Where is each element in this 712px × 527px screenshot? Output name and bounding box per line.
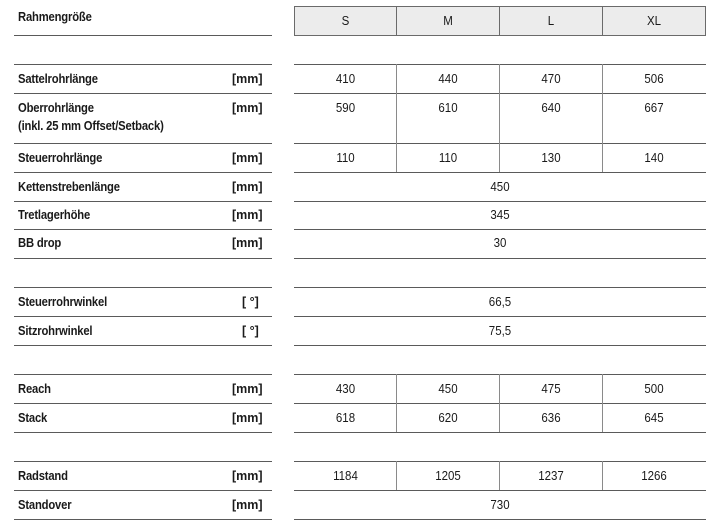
row-rule	[294, 432, 706, 433]
row-rule	[14, 316, 272, 317]
row-unit: [mm]	[232, 411, 263, 425]
cell-value: 130	[541, 151, 561, 165]
cell-value: 667	[644, 101, 664, 115]
row-rule	[294, 519, 706, 520]
row-rule	[294, 287, 706, 288]
size-label-l: L	[547, 14, 555, 28]
row-rule	[14, 93, 272, 94]
cell-value: 640	[541, 101, 561, 115]
row-rule	[14, 432, 272, 433]
row-sublabel-top-tube-offset: (inkl. 25 mm Offset/Setback)	[18, 119, 164, 133]
row-label-bb-drop: BB drop	[18, 236, 62, 250]
row-unit: [mm]	[232, 151, 263, 165]
cell-value: 500	[644, 382, 664, 396]
row-label-chainstay-length: Kettenstrebenlänge	[18, 180, 120, 194]
column-divider	[602, 143, 603, 172]
row-label-head-tube-length: Steuerrohrlänge	[18, 151, 103, 165]
row-rule	[294, 258, 706, 259]
row-label-seat-tube-length: Sattelrohrlänge	[18, 72, 98, 86]
row-rule	[294, 403, 706, 404]
cell-value: 620	[438, 411, 458, 425]
row-rule	[294, 201, 706, 202]
row-label-head-angle: Steuerrohrwinkel	[18, 295, 108, 309]
cell-value-shared: 66,5	[488, 295, 512, 309]
column-divider	[499, 143, 500, 172]
cell-value: 610	[438, 101, 458, 115]
column-divider	[396, 64, 397, 143]
size-label-m: M	[443, 14, 453, 28]
row-unit: [mm]	[232, 236, 263, 250]
row-label-bb-height: Tretlagerhöhe	[18, 208, 91, 222]
cell-value: 475	[541, 382, 561, 396]
cell-value: 440	[438, 72, 458, 86]
cell-value-shared: 730	[490, 498, 510, 512]
column-divider	[499, 64, 500, 143]
column-divider	[499, 374, 500, 432]
cell-value: 470	[541, 72, 561, 86]
row-rule	[294, 64, 706, 65]
cell-value: 450	[438, 382, 458, 396]
row-rule	[14, 461, 272, 462]
row-label-seat-angle: Sitzrohrwinkel	[18, 324, 93, 338]
row-rule	[14, 490, 272, 491]
cell-value: 1266	[641, 469, 667, 483]
cell-value: 110	[336, 151, 355, 165]
row-rule	[14, 374, 272, 375]
column-divider	[602, 461, 603, 490]
row-unit: [ °]	[242, 324, 259, 338]
column-divider	[396, 461, 397, 490]
column-divider	[396, 143, 397, 172]
row-rule	[14, 403, 272, 404]
row-label-wheelbase: Radstand	[18, 469, 68, 483]
cell-value: 110	[438, 151, 458, 165]
row-unit: [mm]	[232, 498, 263, 512]
cell-value-shared: 345	[490, 208, 510, 222]
cell-value: 506	[644, 72, 664, 86]
cell-value: 618	[335, 411, 356, 425]
cell-value: 645	[644, 411, 664, 425]
column-divider	[396, 374, 397, 432]
row-rule	[14, 172, 272, 173]
cell-value: 410	[335, 72, 356, 86]
row-rule	[294, 172, 706, 173]
column-divider	[602, 64, 603, 143]
row-unit: [mm]	[232, 180, 263, 194]
column-divider	[602, 374, 603, 432]
row-rule	[14, 64, 272, 65]
row-unit: [mm]	[232, 469, 263, 483]
frame-size-label: Rahmengröße	[18, 10, 92, 24]
row-label-standover: Standover	[18, 498, 72, 512]
row-unit: [ °]	[242, 295, 259, 309]
cell-value: 590	[335, 101, 356, 115]
cell-value: 636	[541, 411, 561, 425]
row-unit: [mm]	[232, 72, 263, 86]
size-label-s: S	[341, 14, 350, 28]
column-divider	[499, 461, 500, 490]
size-label-xl: XL	[646, 14, 662, 28]
cell-value-shared: 30	[493, 236, 507, 250]
row-rule	[14, 519, 272, 520]
cell-value-shared: 75,5	[488, 324, 512, 338]
cell-value: 1184	[333, 469, 358, 483]
row-rule	[294, 229, 706, 230]
cell-value: 430	[335, 382, 356, 396]
row-rule	[294, 490, 706, 491]
row-label-stack: Stack	[18, 411, 48, 425]
row-label-top-tube-length: Oberrohrlänge	[18, 101, 94, 115]
cell-value: 140	[644, 151, 664, 165]
row-rule	[14, 143, 272, 144]
cell-value: 1237	[538, 469, 564, 483]
row-label-reach: Reach	[18, 382, 51, 396]
cell-value-shared: 450	[490, 180, 510, 194]
row-rule	[294, 316, 706, 317]
row-rule	[294, 93, 706, 94]
row-rule	[14, 287, 272, 288]
row-rule	[14, 258, 272, 259]
row-rule	[294, 345, 706, 346]
row-unit: [mm]	[232, 101, 263, 115]
row-rule	[14, 345, 272, 346]
row-rule	[294, 461, 706, 462]
row-rule	[294, 143, 706, 144]
header-rule	[14, 35, 272, 36]
row-unit: [mm]	[232, 382, 263, 396]
row-rule	[14, 201, 272, 202]
row-rule	[14, 229, 272, 230]
cell-value: 1205	[435, 469, 461, 483]
row-unit: [mm]	[232, 208, 263, 222]
row-rule	[294, 374, 706, 375]
